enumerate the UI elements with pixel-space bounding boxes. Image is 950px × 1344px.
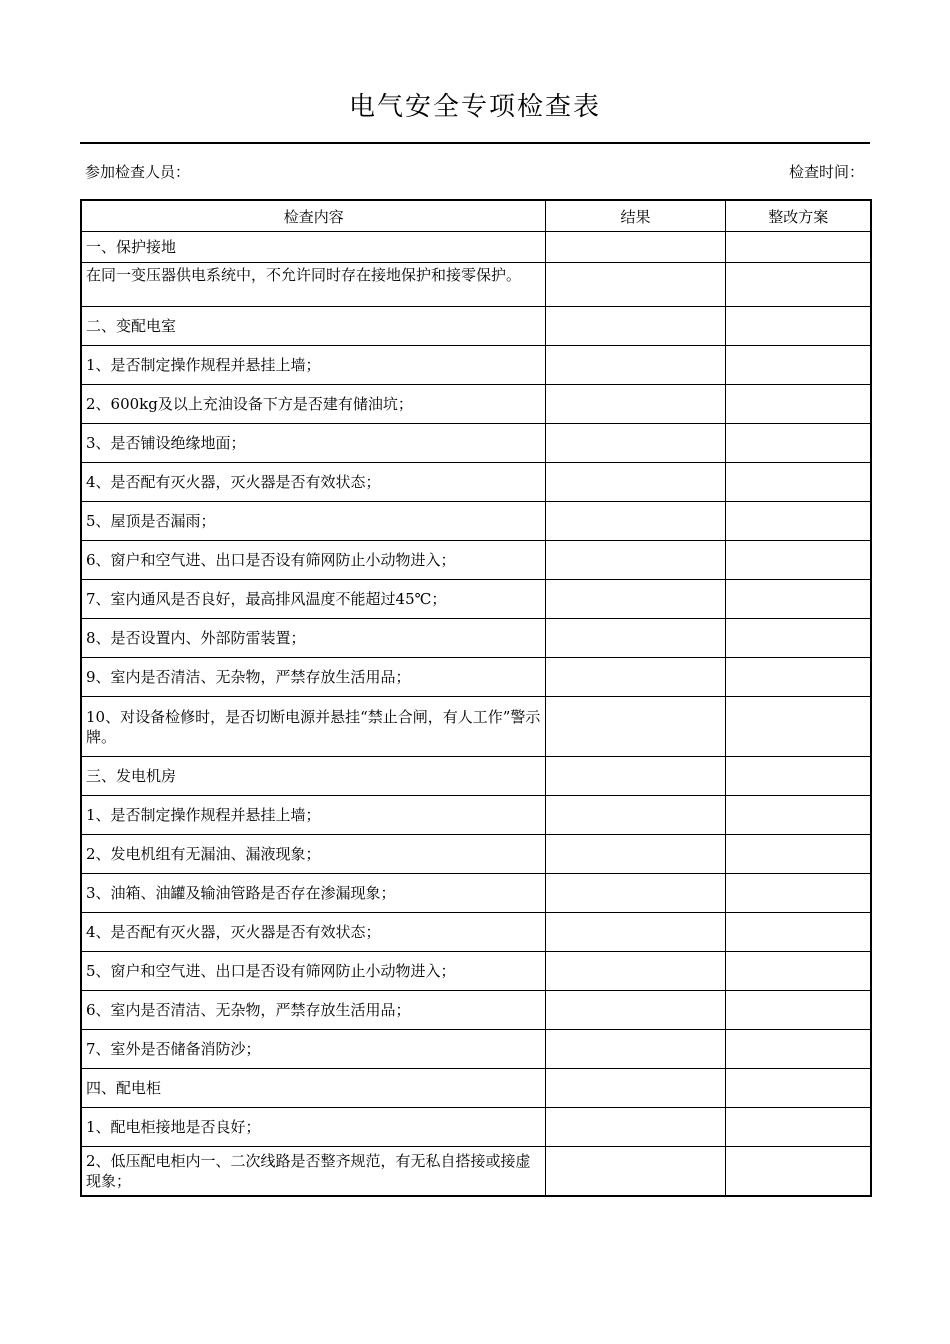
checklist-table — [80, 199, 872, 1197]
result-cell[interactable] — [545, 1108, 725, 1147]
plan-cell[interactable] — [725, 424, 871, 463]
item-cell: 8、是否设置内、外部防雷装置； — [81, 619, 545, 658]
result-cell[interactable] — [545, 463, 725, 502]
item-cell: 1、配电柜接地是否良好； — [81, 1108, 545, 1147]
plan-cell[interactable] — [725, 1147, 871, 1197]
result-cell[interactable] — [545, 232, 725, 263]
plan-cell[interactable] — [725, 991, 871, 1030]
item-cell: 3、是否铺设绝缘地面； — [81, 424, 545, 463]
item-cell: 3、油箱、油罐及输油管路是否存在渗漏现象； — [81, 874, 545, 913]
table-header-row — [81, 200, 871, 232]
table-row — [81, 1069, 871, 1108]
plan-cell[interactable] — [725, 796, 871, 835]
result-cell[interactable] — [545, 697, 725, 757]
table-row — [81, 1108, 871, 1147]
table-row — [81, 463, 871, 502]
result-cell[interactable] — [545, 619, 725, 658]
table-row — [81, 346, 871, 385]
plan-cell[interactable] — [725, 263, 871, 307]
item-cell: 四、配电柜 — [81, 1069, 545, 1108]
plan-cell[interactable] — [725, 1108, 871, 1147]
plan-cell[interactable] — [725, 346, 871, 385]
result-cell[interactable] — [545, 874, 725, 913]
plan-cell[interactable] — [725, 541, 871, 580]
table-row — [81, 1030, 871, 1069]
table-row — [81, 757, 871, 796]
inspection-time-label: 检查时间： — [788, 163, 864, 181]
result-cell[interactable] — [545, 835, 725, 874]
table-row — [81, 502, 871, 541]
table-row — [81, 232, 871, 263]
plan-cell[interactable] — [725, 502, 871, 541]
result-cell[interactable] — [545, 580, 725, 619]
table-row — [81, 263, 871, 307]
result-cell[interactable] — [545, 263, 725, 307]
table-row — [81, 1147, 871, 1197]
result-cell[interactable] — [545, 913, 725, 952]
result-cell[interactable] — [545, 346, 725, 385]
item-cell: 7、室外是否储备消防沙； — [81, 1030, 545, 1069]
table-row — [81, 580, 871, 619]
item-cell: 二、变配电室 — [81, 307, 545, 346]
plan-cell[interactable] — [725, 913, 871, 952]
result-cell[interactable] — [545, 1030, 725, 1069]
item-cell: 2、低压配电柜内一、二次线路是否整齐规范，有无私自搭接或接虚现象； — [81, 1147, 545, 1197]
table-row — [81, 307, 871, 346]
item-cell: 1、是否制定操作规程并悬挂上墙； — [81, 796, 545, 835]
item-cell: 6、室内是否清洁、无杂物，严禁存放生活用品； — [81, 991, 545, 1030]
plan-cell[interactable] — [725, 835, 871, 874]
title-divider — [80, 142, 870, 144]
result-cell[interactable] — [545, 991, 725, 1030]
result-cell[interactable] — [545, 658, 725, 697]
table-row — [81, 658, 871, 697]
table-row — [81, 619, 871, 658]
item-cell: 4、是否配有灭火器，灭火器是否有效状态； — [81, 913, 545, 952]
item-cell: 2、发电机组有无漏油、漏液现象； — [81, 835, 545, 874]
plan-cell[interactable] — [725, 757, 871, 796]
result-cell[interactable] — [545, 307, 725, 346]
result-cell[interactable] — [545, 757, 725, 796]
item-cell: 7、室内通风是否良好，最高排风温度不能超过45℃； — [81, 580, 545, 619]
result-cell[interactable] — [545, 952, 725, 991]
plan-cell[interactable] — [725, 952, 871, 991]
table-row — [81, 991, 871, 1030]
item-cell: 4、是否配有灭火器，灭火器是否有效状态； — [81, 463, 545, 502]
item-cell: 一、保护接地 — [81, 232, 545, 263]
result-cell[interactable] — [545, 424, 725, 463]
table-row — [81, 385, 871, 424]
table-row — [81, 424, 871, 463]
item-cell: 三、发电机房 — [81, 757, 545, 796]
item-cell: 10、对设备检修时，是否切断电源并悬挂“禁止合闸，有人工作”警示牌。 — [81, 697, 545, 757]
result-cell[interactable] — [545, 1069, 725, 1108]
header-result: 结果 — [545, 200, 725, 232]
table-row — [81, 835, 871, 874]
item-cell: 9、室内是否清洁、无杂物，严禁存放生活用品； — [81, 658, 545, 697]
header-rectification-plan: 整改方案 — [725, 200, 871, 232]
plan-cell[interactable] — [725, 1030, 871, 1069]
item-cell: 在同一变压器供电系统中，不允许同时存在接地保护和接零保护。 — [81, 263, 545, 307]
table-row — [81, 697, 871, 757]
result-cell[interactable] — [545, 796, 725, 835]
table-row — [81, 541, 871, 580]
table-row — [81, 796, 871, 835]
plan-cell[interactable] — [725, 463, 871, 502]
table-row — [81, 874, 871, 913]
plan-cell[interactable] — [725, 874, 871, 913]
plan-cell[interactable] — [725, 1069, 871, 1108]
item-cell: 5、窗户和空气进、出口是否设有筛网防止小动物进入； — [81, 952, 545, 991]
result-cell[interactable] — [545, 1147, 725, 1197]
header-content: 检查内容 — [81, 200, 545, 232]
inspectors-label: 参加检查人员： — [85, 163, 191, 181]
page-title: 电气安全专项检查表 — [348, 92, 601, 122]
plan-cell[interactable] — [725, 658, 871, 697]
result-cell[interactable] — [545, 541, 725, 580]
table-row — [81, 913, 871, 952]
result-cell[interactable] — [545, 502, 725, 541]
item-cell: 5、屋顶是否漏雨； — [81, 502, 545, 541]
result-cell[interactable] — [545, 385, 725, 424]
item-cell: 2、600kg及以上充油设备下方是否建有储油坑； — [81, 385, 545, 424]
plan-cell[interactable] — [725, 619, 871, 658]
item-cell: 6、窗户和空气进、出口是否设有筛网防止小动物进入； — [81, 541, 545, 580]
plan-cell[interactable] — [725, 307, 871, 346]
table-row — [81, 952, 871, 991]
plan-cell[interactable] — [725, 385, 871, 424]
info-row — [80, 160, 870, 184]
plan-cell[interactable] — [725, 697, 871, 757]
plan-cell[interactable] — [725, 580, 871, 619]
plan-cell[interactable] — [725, 232, 871, 263]
item-cell: 1、是否制定操作规程并悬挂上墙； — [81, 346, 545, 385]
